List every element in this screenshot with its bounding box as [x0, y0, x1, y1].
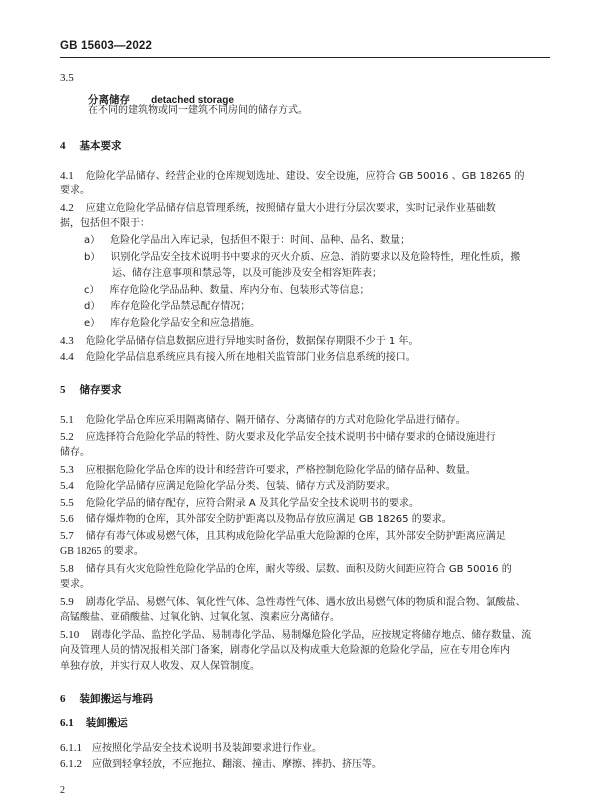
clause-number: 5.3	[60, 464, 74, 476]
clause-text: 剧毒化学品、易燃气体、氧化性气体、急性毒性气体、遇水放出易燃气体的物质和混合物、氯酸盐、	[85, 597, 526, 608]
clause-text: 应选择符合危险化学品的特性、防火要求及化学品安全技术说明书中储存要求的仓储设施进行	[85, 432, 496, 443]
clause-5-4	[60, 478, 396, 495]
clause-number: 5.10	[60, 629, 80, 641]
clause-number: 5.4	[60, 480, 74, 492]
clause-number: 4.3	[60, 335, 74, 347]
clause-number: 5.6	[60, 513, 74, 525]
list-text: 库存危险化学品品种、数量、库内分布、包装形式等信息；	[109, 285, 370, 296]
clause-text-continued: 向及管理人员的情况报相关部门备案，剧毒化学品以及构成重大危险源的危险化学品，应在专用仓库内	[60, 645, 510, 656]
subsection-number: 6.1	[60, 717, 74, 729]
list-marker: e）	[84, 318, 101, 329]
clause-number: 4.4	[60, 351, 74, 363]
clause-5-6	[60, 511, 452, 528]
clause-text: 危险化学品储存、经营企业的仓库规划选址、建设、安全设施，应符合 GB 50016 、GB 18265 的	[85, 171, 525, 182]
list-item	[84, 283, 370, 299]
clause-5-2	[60, 429, 496, 446]
clause-text-continued: 储存。	[60, 447, 90, 458]
clause-4-3	[60, 333, 418, 350]
section-heading	[60, 382, 122, 397]
clause-text: 危险化学品储存应满足危险化学品分类、包装、储存方式及消防要求。	[85, 481, 396, 492]
list-text: 库存危险化学品安全和应急措施。	[110, 318, 261, 329]
clause-number: 5.8	[60, 563, 74, 575]
clause-5-3	[60, 462, 476, 479]
clause-text: 危险化学品储存信息数据应进行异地实时备份，数据保存期限不少于 1 年。	[85, 336, 419, 347]
clause-text-continued: 要求。	[60, 185, 90, 196]
section-title: 基本要求	[79, 140, 122, 152]
clause-number: 4.2	[60, 202, 74, 214]
clause-5-5	[60, 495, 419, 512]
clause-number: 5.7	[60, 530, 74, 542]
clause-text-continued: GB 18265 的要求。	[60, 546, 144, 557]
section-number: 5	[60, 384, 66, 396]
clause-5-10	[60, 627, 531, 644]
clause-4-2	[60, 200, 496, 217]
clause-number: 4.1	[60, 170, 74, 182]
clause-text: 剧毒化学品、监控化学品、易制毒化学品、易制爆危险化学品，应按规定将储存地点、储存数量、流	[91, 630, 532, 641]
clause-text: 危险化学品仓库应采用隔离储存、隔开储存、分离储存的方式对危险化学品进行储存。	[85, 415, 466, 426]
clause-text: 储存有毒气体或易燃气体，且其构成危险化学品重大危险源的仓库，其外部安全防护距离应满足	[85, 531, 506, 542]
list-item	[84, 233, 410, 249]
clause-number: 3.5	[60, 72, 74, 84]
clause-5-7	[60, 528, 506, 545]
list-text: 识别化学品安全技术说明书中要求的灭火介质、应急、消防要求以及危险特性，理化性质，搬	[110, 252, 521, 263]
clause-5-8	[60, 561, 512, 578]
clause-4-4	[60, 349, 416, 366]
clause-text: 危险化学品信息系统应具有接入所在地相关监管部门业务信息系统的接口。	[85, 352, 416, 363]
subsection-title: 装卸搬运	[85, 717, 128, 729]
clause-text: 储存爆炸物的仓库，其外部安全防护距离以及物品存放应满足 GB 18265 的要求。	[85, 514, 452, 525]
list-text: 危险化学品出入库记录，包括但不限于：时间、品种、品名、数量；	[110, 235, 411, 246]
clause-number: 5.5	[60, 497, 74, 509]
list-text-continued: 运、储存注意事项和禁忌等，以及可能涉及安全相容矩阵表；	[112, 268, 382, 279]
clause-text: 危险化学品的储存配存，应符合附录 A 及其化学品安全技术说明书的要求。	[85, 498, 419, 509]
term-english: detached storage	[151, 95, 234, 106]
list-text: 库存危险化学品禁忌配存情况；	[110, 301, 251, 312]
clause-number: 6.1.2	[60, 758, 82, 770]
clause-number: 6.1.1	[60, 742, 82, 754]
clause-6-1-1	[60, 740, 322, 757]
page-number: 2	[60, 785, 65, 796]
clause-text: 储存具有火灾危险性危险化学品的仓库，耐火等级、层数、面积及防火间距应符合 GB 50016 的	[85, 564, 512, 575]
clause-number: 5.2	[60, 431, 74, 443]
clause-5-1	[60, 412, 466, 429]
clause-number: 5.9	[60, 596, 74, 608]
list-item	[84, 299, 250, 315]
clause-5-9	[60, 594, 526, 611]
clause-text-continued: 单独存放，并实行双人收发、双人保管制度。	[60, 661, 260, 672]
section-number: 4	[60, 140, 66, 152]
list-marker: c）	[84, 285, 100, 296]
section-number: 6	[60, 693, 66, 705]
clause-text: 应建立危险化学品储存信息管理系统，按照储存量大小进行分层次要求，实时记录作业基础数	[85, 203, 496, 214]
clause-text: 应做到轻拿轻放，不应拖拉、翻滚、撞击、摩擦、摔扔、挤压等。	[92, 759, 382, 770]
subsection-heading	[60, 715, 128, 730]
header-rule	[60, 57, 550, 58]
section-heading	[60, 691, 153, 706]
clause-text-continued: 高锰酸盐、亚硝酸盐、过氧化钠、过氧化氢、溴素应分离储存。	[60, 612, 340, 623]
list-marker: d）	[84, 301, 101, 312]
clause-text-continued: 据，包括但不限于：	[60, 218, 150, 229]
section-title: 装卸搬运与堆码	[79, 693, 153, 705]
section-title: 储存要求	[79, 384, 122, 396]
term-definition: 在不同的建筑物或同一建筑不同房间的储存方式。	[88, 105, 308, 116]
clause-text-continued: 要求。	[60, 579, 90, 590]
standard-code: GB 15603—2022	[60, 40, 153, 52]
clause-text: 应根据危险化学品仓库的设计和经营许可要求，严格控制危险化学品的储存品种、数量。	[85, 465, 476, 476]
list-marker: a）	[84, 235, 101, 246]
clause-number: 5.1	[60, 414, 74, 426]
clause-text: 应按照化学品安全技术说明书及装卸要求进行作业。	[92, 743, 322, 754]
list-marker: b）	[84, 252, 101, 263]
term-chinese: 分离储存	[88, 94, 130, 106]
clause-6-1-2	[60, 756, 382, 773]
list-item	[84, 250, 520, 266]
section-heading	[60, 138, 122, 153]
list-item	[84, 316, 260, 332]
clause-4-1	[60, 168, 525, 185]
